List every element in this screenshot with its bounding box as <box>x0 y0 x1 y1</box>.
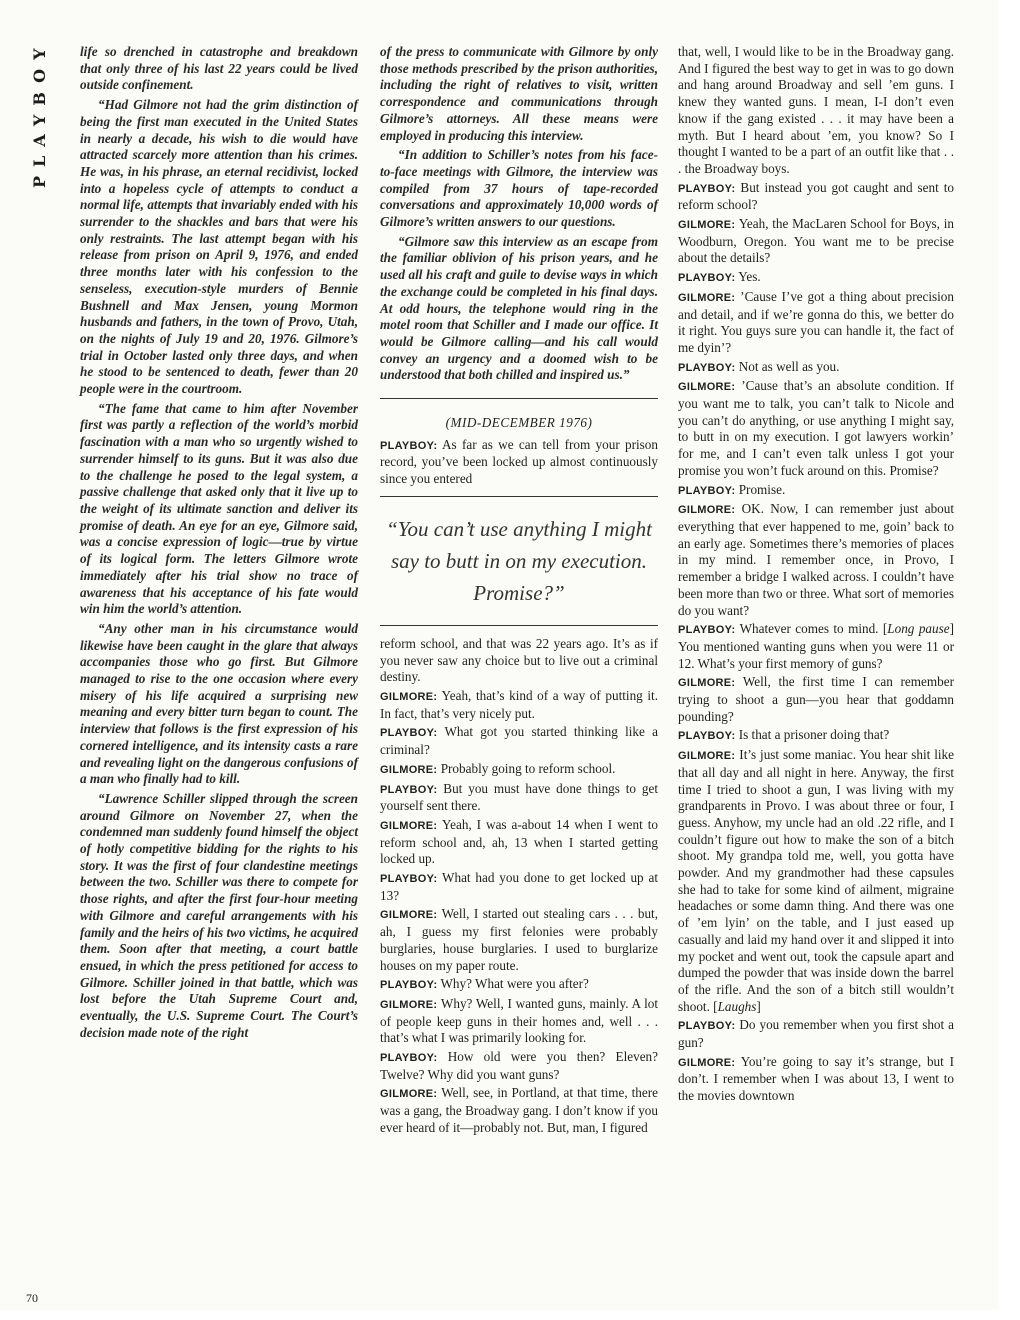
speaker-gilmore: GILMORE: <box>678 504 736 517</box>
question: PLAYBOY: What had you done to get locked up at 13? <box>380 870 658 903</box>
speaker-gilmore: GILMORE: <box>678 1056 736 1069</box>
intro-paragraph: “In addition to Schiller’s notes from his face-to-face meetings with Gilmore, the interview was compiled from 37 hours of tape-recorded conversations and approximately 10,000 words of Gilmore’s written answers to our questions. <box>380 147 658 230</box>
intro-paragraph: “Any other man in his circumstance would likewise have been caught in the glare that always accompanies those who go first. But Gilmore managed to rise to the one occasion where every misery of his life acquired a surprising new meaning and every bitter turn began to count. The interview that follows is the first expression of his cornered intelligence, and its intensity casts a rare and revealing light on the dangerous confusions of a man who finally had to kill. <box>80 620 358 787</box>
answer: GILMORE: It’s just some maniac. You hear shit like that all day and all night in here. Anyway, the first time I tried to shoot a gun, I was living with my grandparents in Provo. I was about three or four, I guess. Anyhow, my uncle had an old .22 rifle, and I couldn’t figure out how to make the son of a bitch shoot. My grandpa told me, well, you gotta have powder. And my grandmother had these capsules she had to take for some kind of ailment, migraine headaches or some damn thing. And there was one of ’em lyin’ on the table, and I just eased up casually and laid my hand over it and slipped it into my pocket and went out, took the capsule apart and dumped the powder that was inside down the barrel of the rifle. And the son of a bitch still wouldn’t shoot. [Laughs] <box>678 747 954 1014</box>
question: PLAYBOY: Yes. <box>678 269 761 285</box>
answer: GILMORE: Why? Well, I wanted guns, mainly. A lot of people keep guns in their homes and, well . . . that’s what I was primarily looking for. <box>380 995 658 1046</box>
answer-continued: reform school, and that was 22 years ago. It’s as if you never saw any choice but to live out a criminal destiny. <box>380 635 658 685</box>
speaker-playboy: PLAYBOY: <box>678 182 736 195</box>
speaker-playboy: PLAYBOY: <box>678 730 736 743</box>
interview-date: (MID-DECEMBER 1976) <box>445 415 593 431</box>
speaker-gilmore: GILMORE: <box>380 909 438 922</box>
answer: GILMORE: Yeah, that’s kind of a way of putting it. In fact, that’s very nicely put. <box>380 687 658 721</box>
speaker-playboy: PLAYBOY: <box>678 361 736 374</box>
page-number: 70 <box>26 1291 38 1305</box>
section-rule <box>380 398 658 399</box>
question: PLAYBOY: Whatever comes to mind. [Long pause] You mentioned wanting guns when you were 11 or 12. What’s your first memory of guns? <box>678 621 954 671</box>
masthead-text: PLAYBOY <box>30 39 49 188</box>
speaker-playboy: PLAYBOY: <box>380 783 438 796</box>
question: PLAYBOY: Why? What were you after? <box>380 976 589 992</box>
speaker-gilmore: GILMORE: <box>678 291 736 304</box>
intro-paragraph: “Had Gilmore not had the grim distinction of being the first man executed in the United States in nearly a decade, his wish to die would have attracted scarcely more attention than his crimes. He was, in his phrase, an eternal recidivist, locked into a hopeless cycle of attempts to conduct a normal life, attempts that invariably ended with his surrender to the shackles and bars that were his only restraints. The last attempt began with his release from prison on April 9, 1976, and ended three months later with his confession to the senseless, execution-style murders of Bennie Bushnell and Max Jensen, young Mormon husbands and fathers, in the town of Provo, Utah, on the nights of July 19 and 20, 1976. Gilmore’s trial in October lasted only three days, and when he stood to be sentenced to death, fewer than 20 people were in the courtroom. <box>80 97 358 397</box>
speaker-playboy: PLAYBOY: <box>380 979 438 992</box>
intro-paragraph: life so drenched in catastrophe and breakdown that only three of his last 22 years could be lived outside confinement. <box>80 44 358 93</box>
page-border-right <box>998 0 1020 1320</box>
speaker-playboy: PLAYBOY: <box>380 439 438 452</box>
speaker-gilmore: GILMORE: <box>380 763 438 776</box>
speaker-playboy: PLAYBOY: <box>380 727 438 740</box>
question: PLAYBOY: But you must have done things to get yourself sent there. <box>380 780 659 814</box>
column-1 <box>80 44 358 1044</box>
answer: GILMORE: OK. Now, I can remember just about everything that ever happened to me, goin’ back to an early age. Sometimes there’s memories of places in my mind. I remember once, in Provo, I remember a bridge I walked across. I couldn’t have been more than two or three. What sort of memories do you want? <box>678 501 955 618</box>
question: PLAYBOY: What got you started thinking like a criminal? <box>380 724 658 758</box>
pull-quote <box>380 496 658 626</box>
speaker-gilmore: GILMORE: <box>678 219 736 232</box>
column-2 <box>380 44 658 1139</box>
question: PLAYBOY: But instead you got caught and sent to reform school? <box>678 179 955 213</box>
answer: GILMORE: You’re going to say it’s strange, but I don’t. I remember when I was about 13, I went to the movies downtown <box>678 1053 954 1104</box>
answer: GILMORE: Yeah, the MacLaren School for Boys, in Woodburn, Oregon. You want me to be precise about the details? <box>678 216 954 266</box>
intro-paragraph: “The fame that came to him after November first was partly a reflection of the world’s morbid fascination with a man who so urgently wished to surrender himself to its guns. But it was also due to the challenge he posed to the legal system, a passive challenge that asked only that it live up to the weight of its ultimate sanction and deliver its promise of death. An eye for an eye, Gilmore said, was a concise expression of logic—true by virtue of its logical form. The letters Gilmore wrote immediately after his trial show no trace of awareness that his acceptance of his fate would win him the world’s attention. <box>80 400 358 617</box>
intro-paragraph: of the press to communicate with Gilmore by only those methods prescribed by the prison authorities, including the right of relatives to visit, written correspondence and communications through Gilmore’s attorneys. All these means were employed in producing this interview. <box>380 44 658 143</box>
answer: GILMORE: Well, I started out stealing cars . . . but, ah, I guess my first felonies were probably burglaries, house burglaries. I used to burglarize houses on my paper route. <box>380 906 658 973</box>
intro-paragraph: “Lawrence Schiller slipped through the screen around Gilmore on November 27, when the condemned man suddenly found himself the object of hotly competitive bidding for the rights to his story. It was the first of four clandestine meetings between the two. Schiller was there to compete for those rights, and after the first four-hour meeting with Gilmore and careful arrangements with his family and the heirs of his two victims, he acquired them. Soon after that meeting, a court battle ensued, in which the press petitioned for access to Gilmore. Schiller joined in that battle, which was lost before the Utah Supreme Court and, eventually, the U.S. Supreme Court. The Court’s decision made note of the right <box>80 790 358 1040</box>
question: PLAYBOY: How old were you then? Eleven? Twelve? Why did you want guns? <box>380 1049 659 1082</box>
answer: GILMORE: Well, the first time I can remember trying to shoot a gun—you hear that goddamn pounding? <box>678 674 954 724</box>
question: PLAYBOY: As far as we can tell from your prison record, you’ve been locked up almost continuously since you entered <box>380 436 658 487</box>
answer-continued: that, well, I would like to be in the Broadway gang. And I figured the best way to get in was to go down and hang around Broadway and sell ’em guns. I knew they wanted guns. I mean, I-I don’t even know if the gang existed . . . it may have been a myth. But I heard about ’em, you know? So I thought I wanted to be a part of an outfit like that . . . the Broadway boys. <box>678 44 954 176</box>
speaker-gilmore: GILMORE: <box>380 819 438 832</box>
speaker-playboy: PLAYBOY: <box>678 272 736 285</box>
masthead <box>26 39 49 188</box>
question: PLAYBOY: Not as well as you. <box>678 358 840 374</box>
speaker-playboy: PLAYBOY: <box>678 1020 736 1033</box>
answer: GILMORE: Yeah, I was a-about 14 when I went to reform school and, ah, 13 when I started getting locked up. <box>380 816 659 867</box>
speaker-gilmore: GILMORE: <box>380 690 438 703</box>
question: PLAYBOY: Is that a prisoner doing that? <box>678 727 890 743</box>
speaker-gilmore: GILMORE: <box>678 750 736 763</box>
answer: GILMORE: Probably going to reform school. <box>380 760 616 776</box>
speaker-playboy: PLAYBOY: <box>678 484 736 497</box>
speaker-playboy: PLAYBOY: <box>380 1052 438 1065</box>
speaker-gilmore: GILMORE: <box>678 381 736 394</box>
intro-paragraph: “Gilmore saw this interview as an escape from the familiar oblivion of his prison years, and he used all his craft and guile to devise ways in which the exchange could be completed in his final days. At odd hours, the telephone would ring in the motel room that Schiller and I made our office. It would be Gilmore calling—and his call would convey an urgency and a doomed wish to be understood that both chilled and inspired us.” <box>380 233 658 383</box>
speaker-gilmore: GILMORE: <box>678 677 736 690</box>
page-border-bottom <box>0 1310 1020 1320</box>
speaker-gilmore: GILMORE: <box>380 998 438 1011</box>
speaker-playboy: PLAYBOY: <box>380 873 438 886</box>
column-3 <box>678 44 954 1107</box>
question: PLAYBOY: Do you remember when you first shot a gun? <box>678 1017 955 1051</box>
answer: GILMORE: ’Cause that’s an absolute condition. If you want me to talk, you can’t talk to Nicole and you can’t do anything, or use anything I might say, to butt in on my execution. I got lawyers workin’ for me, and I can’t even talk unless I got your promise you won’t fuck around on this. Promise? <box>678 378 955 478</box>
speaker-gilmore: GILMORE: <box>380 1088 438 1101</box>
question: PLAYBOY: Promise. <box>678 481 786 497</box>
pull-quote-text: “You can’t use anything I might say to butt in on my execution. Promise?” <box>386 516 652 605</box>
answer: GILMORE: Well, see, in Portland, at that time, there was a gang, the Broadway gang. I don’t know if you ever heard of it—probably not. But, man, I figured <box>380 1085 658 1135</box>
speaker-playboy: PLAYBOY: <box>678 624 736 637</box>
answer: GILMORE: ’Cause I’ve got a thing about precision and detail, and if we’re gonna do this, we better do it right. You guys sure you can handle it, the fact of me dyin’? <box>678 288 954 355</box>
